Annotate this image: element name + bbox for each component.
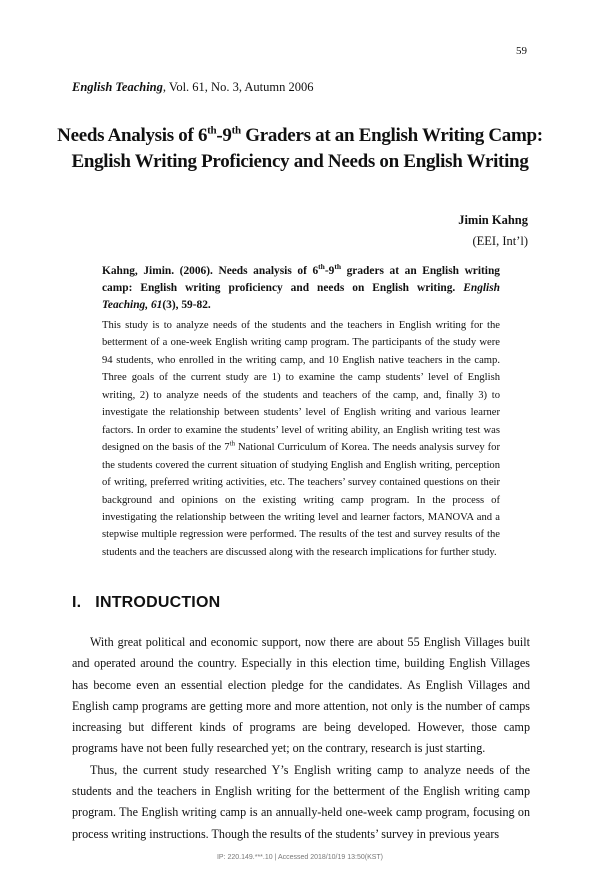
title-text: Graders at an English Writing Camp: — [240, 125, 543, 146]
title-text: -9 — [216, 125, 232, 146]
section-heading — [72, 594, 220, 612]
citation-superscript: th — [318, 262, 325, 272]
body-text — [72, 632, 530, 845]
title-superscript: th — [207, 124, 217, 137]
author-block — [458, 210, 528, 252]
citation-text: Kahng, Jimin. (2006). Needs analysis of 6 — [102, 265, 319, 277]
section-number: I. — [72, 594, 82, 611]
abstract-text: National Curriculum of Korea. The needs analysis survey for the students covered the current situation of studying English and English writing, perception of writing, preferred writing activities, etc. The teachers’ survey contained questions on their background and opinions on the existing writing camp program. In the process of investigating the relationship between the writing level and learner factors, MANOVA and a stepwise multiple regression were performed. The results of the test and survey results of the students and the teachers are discussed along with the research implications for further study. — [102, 442, 500, 558]
author-affiliation: (EEI, Int’l) — [472, 234, 528, 248]
citation-journal: English Teaching, 61 — [102, 282, 500, 311]
paragraph: Thus, the current study researched Y’s English writing camp to analyze needs of the students and the teachers in English writing for the betterment of the English writing camp program. The English writing camp is an annually-held one-week camp program, focusing on process writing instructions. Though the results of the students’ survey in previous years — [72, 762, 530, 841]
abstract-superscript: th — [229, 439, 236, 448]
citation-text: -9 — [324, 265, 335, 277]
abstract-text: This study is to analyze needs of the students and the teachers in English writing for the betterment of a one-week English writing camp program. The participants of the study were 94 students, who enrolled in the writing camp, and 10 English native teachers in the camp. Three goals of the current study are 1) to examine the camp students’ level of English writing, 2) to analyze needs of the students and teachers of the camp, and, finally 3) to investigate the relationship between students’ level of English writing and various learner factors. In order to examine the students’ level of writing ability, an English writing test was designed on the basis of the 7 — [102, 320, 500, 454]
title-text: Needs Analysis of 6 — [57, 125, 208, 146]
title-superscript: th — [231, 124, 241, 137]
journal-details: , Vol. 61, No. 3, Autumn 2006 — [162, 80, 314, 94]
page-number: 59 — [516, 45, 527, 57]
abstract — [102, 317, 500, 561]
citation-pages: (3), 59-82. — [162, 299, 211, 311]
section-title: INTRODUCTION — [95, 594, 221, 611]
author-name: Jimin Kahng — [458, 213, 528, 227]
title-line-2: English Writing Proficiency and Needs on English Writing — [71, 151, 529, 172]
citation-superscript: th — [334, 262, 342, 272]
citation — [102, 263, 500, 314]
footer-access-info: IP: 220.149.***.10 | Accessed 2018/10/19 13:50(KST) — [216, 854, 384, 861]
paper-title — [40, 123, 560, 175]
journal-header — [72, 80, 314, 95]
paragraph: With great political and economic support, now there are about 55 English Villages built and operated around the country. Especially in this election time, building English Villages has become even an essential election pledge for the candidates. As English Villages and English camp programs are getting more and more attention, not only is the number of camps increasing but different kinds of programs are being developed. However, those camp programs have not been fully researched yet; on the contrary, research is just starting. — [72, 635, 530, 756]
journal-name: English Teaching — [72, 80, 163, 94]
citation-text: graders at an English writing camp: English writing proficiency and needs on English writing. — [102, 265, 501, 294]
